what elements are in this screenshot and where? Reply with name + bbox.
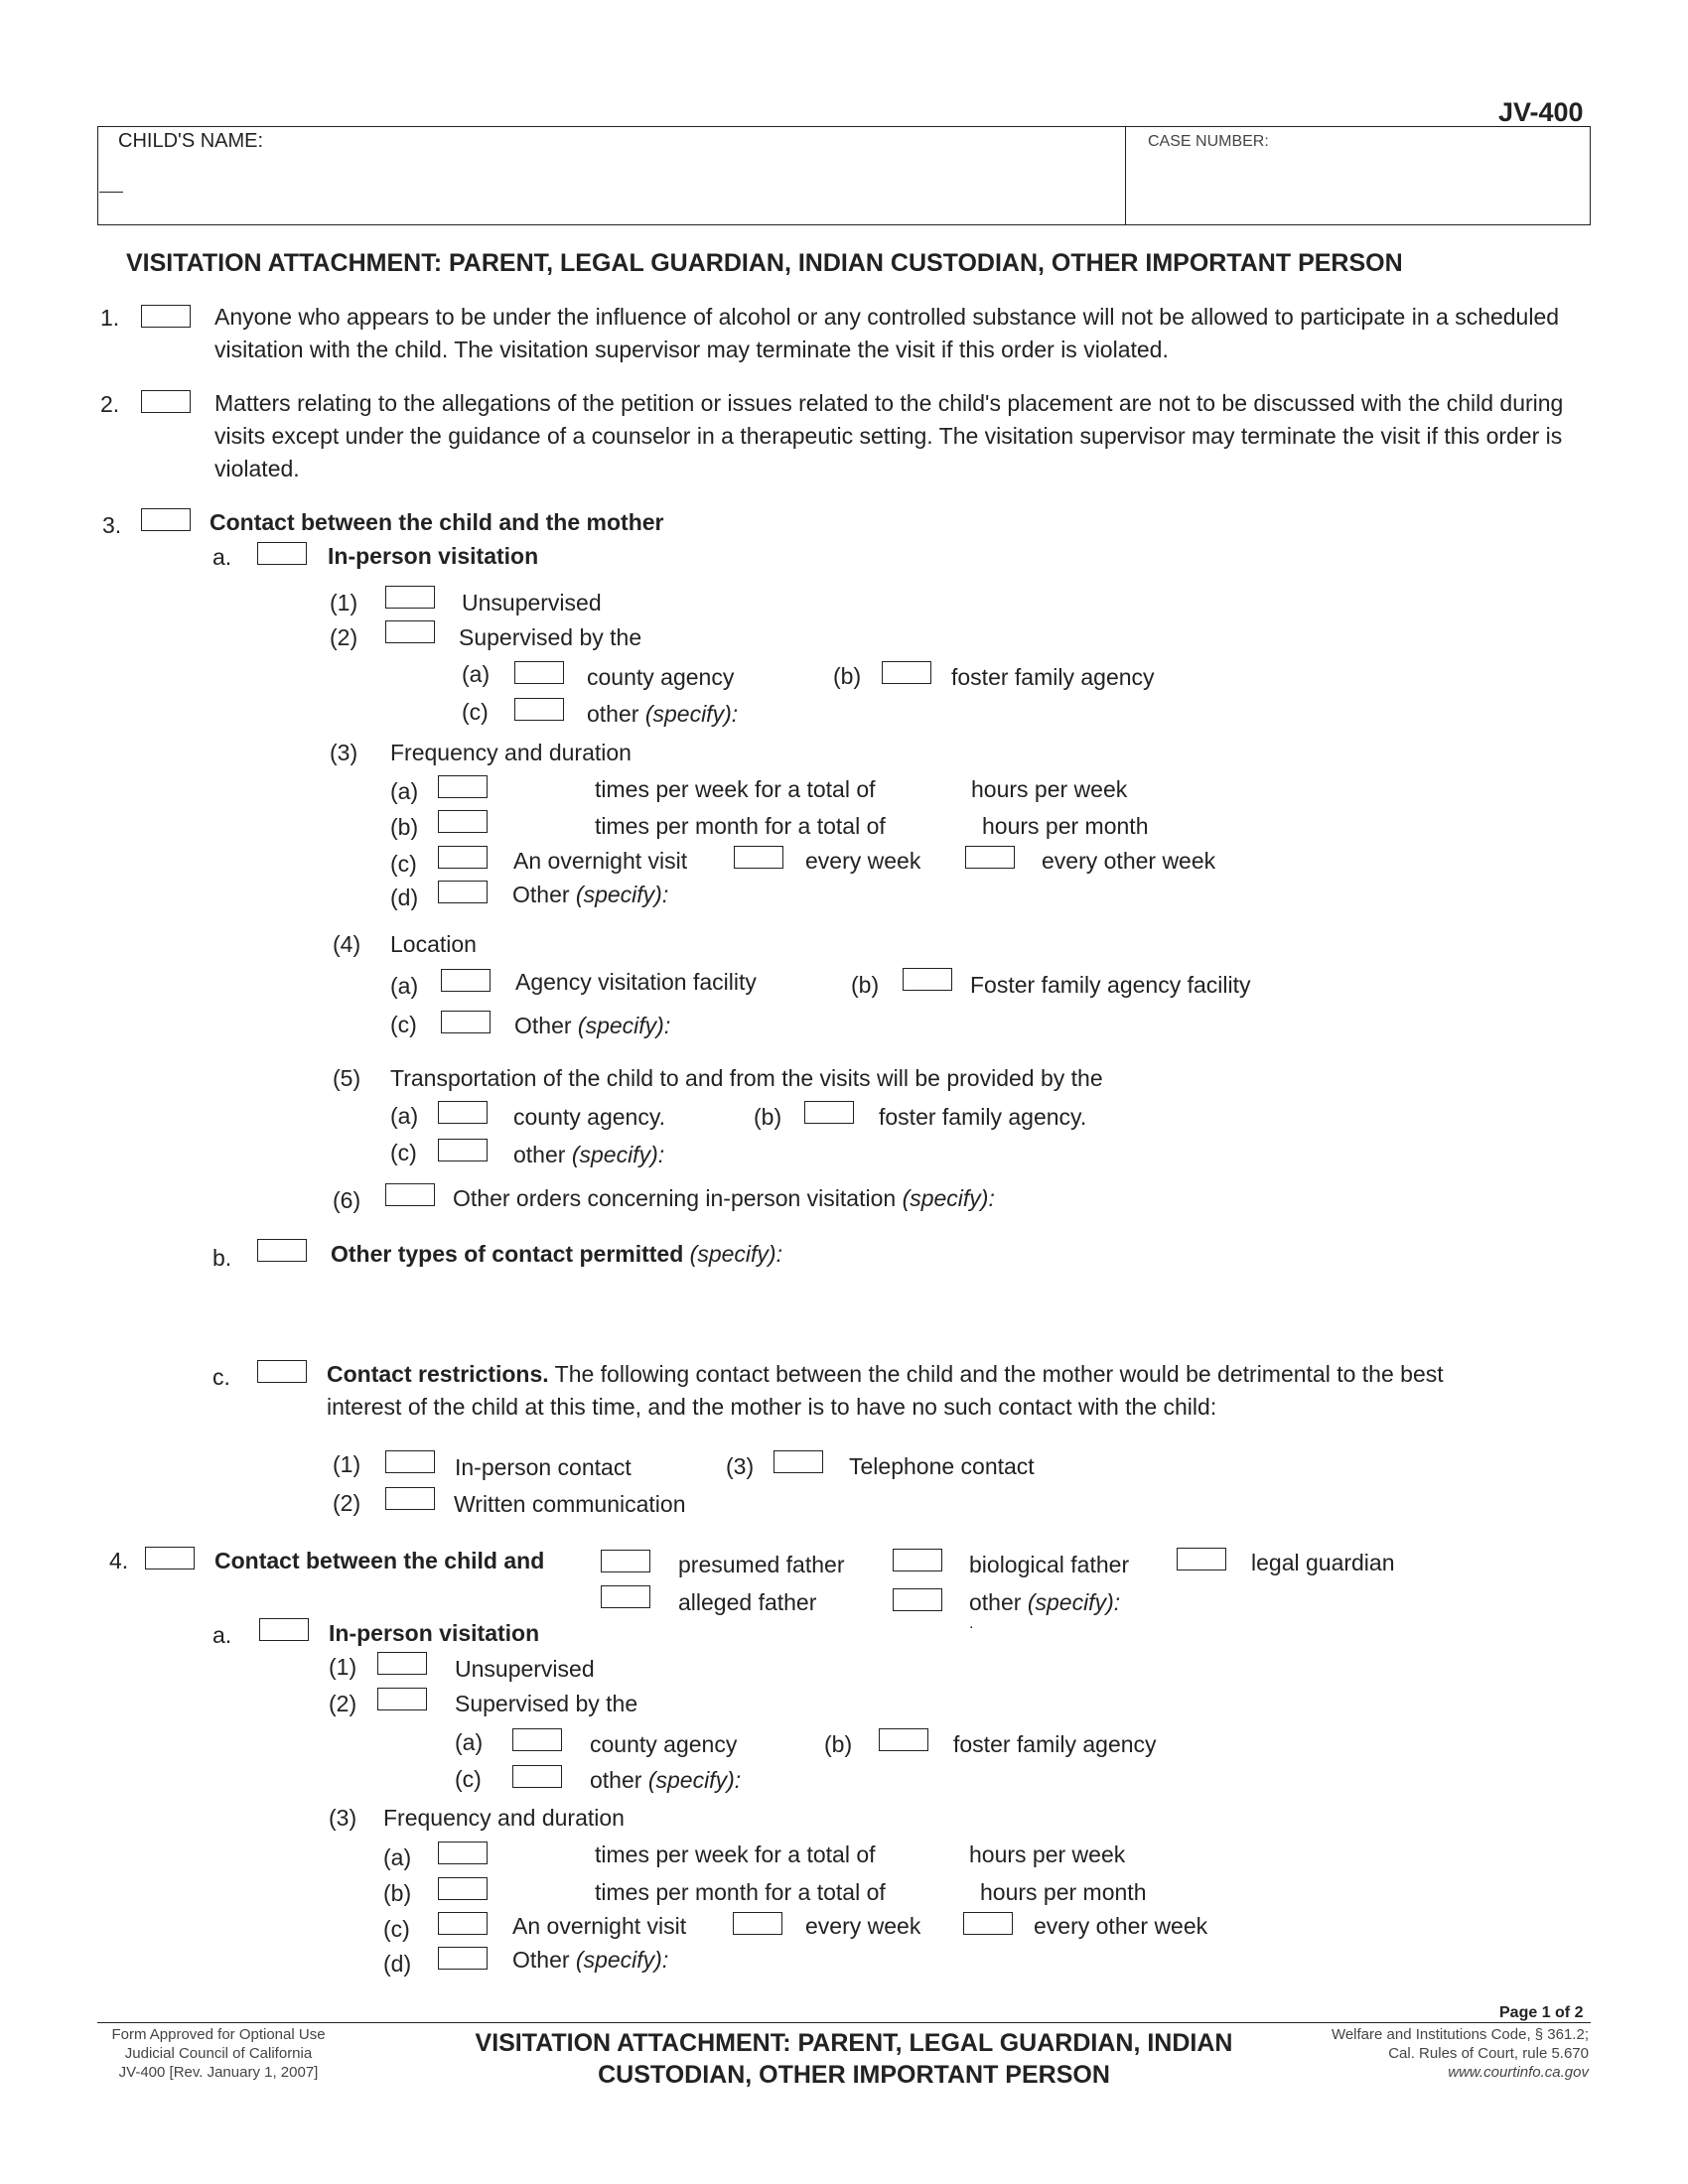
item4-legal-guardian: legal guardian: [1251, 1550, 1395, 1575]
item4a3a-letter: (a): [383, 1844, 412, 1870]
item4a3b-label: times per month for a total of: [595, 1879, 886, 1905]
item4a2b-letter: (b): [824, 1731, 853, 1757]
item4a3d-label: [512, 1949, 668, 1972]
item3a3a-hours: hours per week: [971, 776, 1128, 802]
item3a4-number: (4): [333, 931, 361, 957]
page-title: VISITATION ATTACHMENT: PARENT, LEGAL GUARDIAN, INDIAN CUSTODIAN, OTHER IMPORTANT PERSON: [126, 249, 1403, 277]
item4a3b-hours: hours per month: [980, 1879, 1147, 1905]
footer-left-3: JV-400 [Rev. January 1, 2007]: [118, 2064, 319, 2081]
item3a3b-checkbox[interactable]: [438, 810, 488, 833]
item4a2a-letter: (a): [455, 1729, 484, 1755]
item3c2-label: Written communication: [454, 1491, 686, 1517]
item3a2b-label: foster family agency: [951, 664, 1155, 690]
item4a2b-checkbox[interactable]: [879, 1728, 928, 1751]
item3a5a-label: county agency.: [513, 1104, 666, 1130]
item3a2-checkbox[interactable]: [385, 620, 435, 643]
item4a-heading: In-person visitation: [329, 1620, 540, 1646]
item2-checkbox[interactable]: [141, 390, 191, 413]
item4-legal-guardian-checkbox[interactable]: [1177, 1548, 1226, 1570]
item3a3a-label: times per week for a total of: [595, 776, 876, 802]
item3a5c-specify: (specify):: [571, 1142, 665, 1167]
item3a5b-letter: (b): [754, 1104, 782, 1130]
item4a1-label: Unsupervised: [455, 1656, 595, 1682]
item3a3d-specify: (specify):: [575, 882, 669, 907]
item4a3c-label: An overnight visit: [512, 1913, 687, 1939]
item3a5c-label: [513, 1144, 664, 1166]
item3a4c-other: Other: [514, 1013, 572, 1038]
footer-right-3: www.courtinfo.ca.gov: [1448, 2064, 1589, 2081]
item3c2-number: (2): [333, 1490, 361, 1516]
item3a2a-letter: (a): [462, 661, 491, 687]
footer-title-2: CUSTODIAN, OTHER IMPORTANT PERSON: [598, 2061, 1110, 2089]
item4a1-checkbox[interactable]: [377, 1652, 427, 1675]
footer-left-1: Form Approved for Optional Use: [111, 2026, 326, 2043]
item4-other-checkbox[interactable]: [893, 1588, 942, 1611]
item3c3-number: (3): [726, 1453, 755, 1479]
item4a2c-other: other: [590, 1767, 642, 1793]
item3a2c-specify: (specify):: [644, 701, 739, 727]
item4a2c-label: [590, 1769, 741, 1792]
item4a3c-every-other-week: every other week: [1034, 1913, 1208, 1939]
item4a-letter: a.: [212, 1622, 232, 1648]
item3a4c-letter: (c): [390, 1012, 417, 1037]
item3c3-checkbox[interactable]: [774, 1450, 823, 1473]
item1-number: 1.: [100, 305, 120, 331]
item3b-checkbox[interactable]: [257, 1239, 307, 1262]
footer-title-1: VISITATION ATTACHMENT: PARENT, LEGAL GUARDIAN, INDIAN: [475, 2029, 1233, 2057]
item3a4a-letter: (a): [390, 973, 419, 999]
item3c-heading: Contact restrictions.: [327, 1361, 549, 1387]
item3-number: 3.: [102, 512, 122, 538]
item3a4c-label: [514, 1015, 670, 1037]
item3a3-label: Frequency and duration: [390, 740, 632, 765]
item4-other-label: [969, 1591, 1120, 1614]
item3a4b-label: Foster family agency facility: [970, 972, 1251, 998]
item3a5-label: Transportation of the child to and from the visits will be provided by the: [390, 1065, 1103, 1091]
item4a3-label: Frequency and duration: [383, 1805, 625, 1831]
item3a4b-letter: (b): [851, 972, 880, 998]
item2-number: 2.: [100, 391, 120, 417]
item3a2-label: Supervised by the: [459, 624, 642, 650]
item3c-checkbox[interactable]: [257, 1360, 307, 1383]
page-number: Page 1 of 2: [1499, 2004, 1584, 2021]
item2-text: Matters relating to the allegations of the petition or issues related to the child's placement are not to be discussed with the child during visits except under the guidance of a counselor in a therapeutic setting. The visitation supervisor may terminate the visit if this order is violated.: [214, 390, 1564, 481]
item4a3a-checkbox[interactable]: [438, 1842, 488, 1864]
childs-name-field[interactable]: [155, 153, 1108, 212]
item3a4-label: Location: [390, 931, 477, 957]
item4-other: other: [969, 1589, 1022, 1615]
item3a2-number: (2): [330, 624, 358, 650]
item3a5c-checkbox[interactable]: [438, 1139, 488, 1161]
item3b-heading: Other types of contact permitted: [331, 1241, 684, 1267]
item4a2b-label: foster family agency: [953, 1731, 1157, 1757]
item3b-specify: (specify):: [689, 1241, 782, 1267]
item3a-checkbox[interactable]: [257, 542, 307, 565]
item3c1-checkbox[interactable]: [385, 1450, 435, 1473]
item4-presumed-father-checkbox[interactable]: [601, 1550, 650, 1572]
header-divider: [1125, 126, 1126, 225]
item3c-text1: The following contact between the child and the mother would be detrimental to the best: [554, 1361, 1444, 1387]
item4a1-number: (1): [329, 1654, 357, 1680]
item3a2c-checkbox[interactable]: [514, 698, 564, 721]
item4-biological-father-checkbox[interactable]: [893, 1549, 942, 1571]
form-number: JV-400: [1498, 97, 1584, 127]
case-number-label: CASE NUMBER:: [1148, 133, 1269, 150]
item3a1-label: Unsupervised: [462, 590, 602, 615]
item3a3d-other: Other: [512, 882, 570, 907]
item4a3c-every-week-checkbox[interactable]: [733, 1912, 782, 1935]
item4a2a-checkbox[interactable]: [512, 1728, 562, 1751]
item4a2-checkbox[interactable]: [377, 1688, 427, 1710]
item4-alleged-father: alleged father: [678, 1589, 817, 1615]
footer-rule: [97, 2022, 1591, 2023]
item4a3c-every-other-week-checkbox[interactable]: [963, 1912, 1013, 1935]
item3a5b-checkbox[interactable]: [804, 1101, 854, 1124]
item3a4a-label: Agency visitation facility: [515, 969, 757, 995]
item3a3c-letter: (c): [390, 851, 417, 877]
item3a3b-letter: (b): [390, 814, 419, 840]
item3c1-number: (1): [333, 1451, 361, 1477]
item4a3b-letter: (b): [383, 1880, 412, 1906]
item4a3a-label: times per week for a total of: [595, 1842, 876, 1867]
item4a2a-label: county agency: [590, 1731, 738, 1757]
item3c1-label: In-person contact: [455, 1454, 632, 1480]
item3a2b-checkbox[interactable]: [882, 661, 931, 684]
item3a3d-label: [512, 884, 668, 906]
item3a3b-label: times per month for a total of: [595, 813, 886, 839]
item3a6-specify: (specify):: [902, 1185, 995, 1211]
item3a5a-letter: (a): [390, 1103, 419, 1129]
item3a2b-letter: (b): [833, 663, 862, 689]
item3a-letter: a.: [212, 544, 232, 570]
childs-name-mark: [99, 192, 123, 193]
item3-heading: Contact between the child and the mother: [210, 509, 664, 535]
item3a3c-every-week: every week: [805, 848, 921, 874]
footer-left-2: Judicial Council of California: [124, 2045, 313, 2062]
item3a2c-label: [587, 703, 738, 726]
item4-presumed-father: presumed father: [678, 1552, 845, 1577]
item3a4c-specify: (specify):: [577, 1013, 671, 1038]
item4a3c-checkbox[interactable]: [438, 1912, 488, 1935]
footer-right-1: Welfare and Institutions Code, § 361.2;: [1331, 2026, 1589, 2043]
item4a2-number: (2): [329, 1691, 357, 1716]
item3a2c-other: other: [587, 701, 639, 727]
item3a3c-every-other-week: every other week: [1042, 848, 1216, 874]
item3-checkbox[interactable]: [141, 508, 191, 531]
item3a3a-letter: (a): [390, 778, 419, 804]
item3a3c-label: An overnight visit: [513, 848, 688, 874]
item4-checkbox[interactable]: [145, 1547, 195, 1570]
item3a3d-checkbox[interactable]: [438, 881, 488, 903]
item4a3b-checkbox[interactable]: [438, 1877, 488, 1900]
item3c-line1: [327, 1363, 1444, 1386]
item4-heading: Contact between the child and: [214, 1548, 545, 1573]
item3b-label: [331, 1243, 782, 1266]
item4a2c-letter: (c): [455, 1766, 482, 1792]
item3a5c-letter: (c): [390, 1140, 417, 1165]
item4a3d-checkbox[interactable]: [438, 1947, 488, 1970]
childs-name-label: CHILD'S NAME:: [118, 130, 264, 152]
item4-specify: (specify):: [1027, 1589, 1121, 1615]
item3a2a-label: county agency: [587, 664, 735, 690]
item4a3d-letter: (d): [383, 1951, 412, 1977]
item3a4a-checkbox[interactable]: [441, 969, 491, 992]
item3a3a-checkbox[interactable]: [438, 775, 488, 798]
item4a2c-checkbox[interactable]: [512, 1765, 562, 1788]
item4a3-number: (3): [329, 1805, 357, 1831]
item3b-letter: b.: [212, 1245, 232, 1271]
item1-text: Anyone who appears to be under the influence of alcohol or any controlled substance will not be allowed to participate in a scheduled visitation with the child. The visitation supervisor may terminate the visit if this order is violated.: [214, 304, 1560, 362]
item3a1-number: (1): [330, 590, 358, 615]
item3a-heading: In-person visitation: [328, 543, 539, 569]
item4-number: 4.: [109, 1548, 129, 1573]
item4a-checkbox[interactable]: [259, 1618, 309, 1641]
item3a6-checkbox[interactable]: [385, 1183, 435, 1206]
item3a4b-checkbox[interactable]: [903, 968, 952, 991]
item4-dot: .: [969, 1615, 974, 1632]
footer-right-2: Cal. Rules of Court, rule 5.670: [1388, 2045, 1589, 2062]
item3a5a-checkbox[interactable]: [438, 1101, 488, 1124]
item3a6-label: [453, 1187, 995, 1210]
item4a3c-every-week: every week: [805, 1913, 921, 1939]
item3a2a-checkbox[interactable]: [514, 661, 564, 684]
item3a3c-every-other-week-checkbox[interactable]: [965, 846, 1015, 869]
item1-checkbox[interactable]: [141, 305, 191, 328]
item3a3-number: (3): [330, 740, 358, 765]
case-number-field[interactable]: [1148, 159, 1575, 213]
item4a2-label: Supervised by the: [455, 1691, 638, 1716]
item4a3c-letter: (c): [383, 1916, 410, 1942]
item4a3d-specify: (specify):: [575, 1947, 669, 1973]
item3c-text2: interest of the child at this time, and the mother is to have no such contact with the child:: [327, 1394, 1217, 1420]
item3a5b-label: foster family agency.: [879, 1104, 1087, 1130]
item3a5-number: (5): [333, 1065, 361, 1091]
item3a3c-checkbox[interactable]: [438, 846, 488, 869]
item3a1-checkbox[interactable]: [385, 586, 435, 609]
item4a3a-hours: hours per week: [969, 1842, 1126, 1867]
item4-biological-father: biological father: [969, 1552, 1130, 1577]
item3a3b-hours: hours per month: [982, 813, 1149, 839]
item3a6-text: Other orders concerning in-person visitation: [453, 1185, 897, 1211]
item3a3d-letter: (d): [390, 885, 419, 910]
item3c3-label: Telephone contact: [849, 1453, 1035, 1479]
item3a3c-every-week-checkbox[interactable]: [734, 846, 783, 869]
item3a2c-letter: (c): [462, 699, 489, 725]
item3a4c-checkbox[interactable]: [441, 1011, 491, 1033]
item4a2c-specify: (specify):: [647, 1767, 742, 1793]
item4a3d-other: Other: [512, 1947, 570, 1973]
item3c-letter: c.: [212, 1364, 230, 1390]
item3a6-number: (6): [333, 1187, 361, 1213]
item4-alleged-father-checkbox[interactable]: [601, 1585, 650, 1608]
item3a5c-other: other: [513, 1142, 566, 1167]
item3c2-checkbox[interactable]: [385, 1487, 435, 1510]
